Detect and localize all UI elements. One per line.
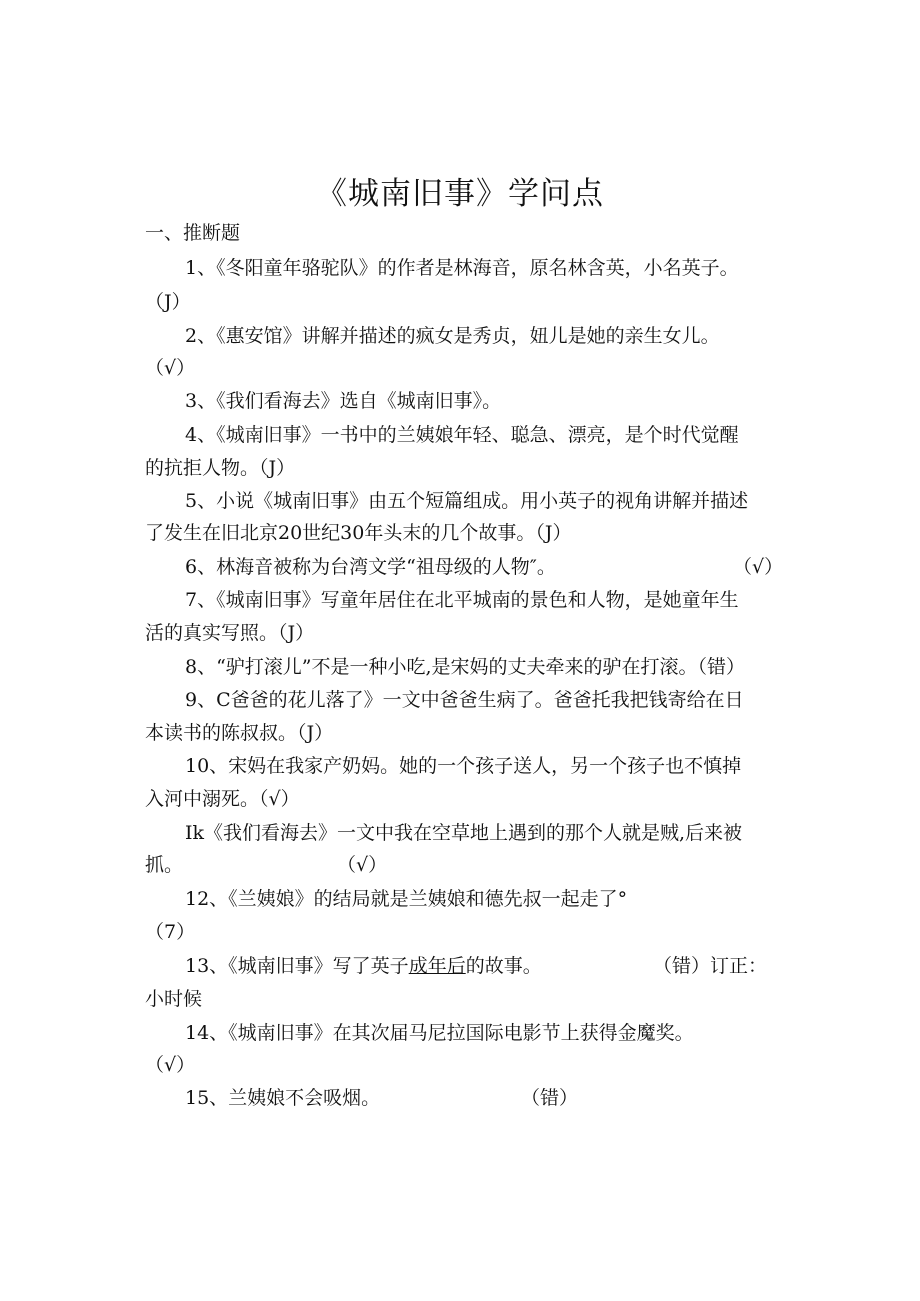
question-11-mark: （√） [337,854,388,876]
question-5-line-2: 了发生在旧北京20世纪30年头末的几个故事。（J） [145,522,572,544]
question-12-line-2: （7） [145,921,196,943]
question-4-line-1: 4、《城南旧事》一书中的兰姨娘年轻、聪急、漂亮，是个时代觉醒 [185,424,739,446]
question-4-line-2: 的抗拒人物。（J） [145,457,296,479]
question-1-line-1: 1、《冬阳童年骆驼队》的作者是林海音，原名林含英，小名英子。 [185,257,739,279]
question-6-mark: （√） [733,556,784,578]
question-13-line-2: 小时候 [145,988,203,1010]
question-11-line-2: 抓。 [145,854,184,876]
question-8-line-1: 8、“驴打滚儿”不是一种小吃,是宋妈的丈夫牵来的驴在打滚。（错） [185,656,746,678]
question-9-line-1: 9、C爸爸的花儿落了》一文中爸爸生病了。爸爸托我把钱寄给在日 [185,689,744,711]
question-12-line-1: 12、《兰姨娘》的结局就是兰姨娘和德先叔一起走了° [185,888,628,910]
question-14-line-1: 14、《城南旧事》在其次届马尼拉国际电影节上获得金魔奖。 [185,1022,694,1044]
question-9-line-2: 本读书的陈叔叔。（J） [145,722,334,744]
question-7-line-2: 活的真实写照。（J） [145,622,315,644]
question-5-line-1: 5、小说《城南旧事》由五个短篇组成。用小英子的视角讲解并描述 [185,490,749,512]
page-title: 《城南旧事》学问点 [316,176,604,212]
question-13-text-post: 的故事。 [465,955,542,977]
question-15-mark: （错） [521,1087,579,1109]
question-14-line-2: （√） [145,1054,196,1076]
question-11-line-1: Ik《我们看海去》一文中我在空草地上遇到的那个人就是贼,后来被 [185,822,743,844]
question-13-mark: （错）订正： [653,955,768,977]
question-13-text-pre: 13、《城南旧事》写了英子 [185,955,409,977]
question-13-underlined: 成年后 [408,955,466,977]
question-6-text: 6、林海音被称为台湾文学“祖母级的人物″。 [185,556,556,578]
question-10-line-1: 10、宋妈在我家产奶妈。她的一个孩子送人，另一个孩子也不慎掉 [185,755,742,777]
section-heading: 一、推断题 [145,222,241,244]
question-13-line-1 [185,951,542,978]
question-2-line-2: （√） [145,357,196,379]
question-3-line-1: 3、《我们看海去》选自《城南旧事》。 [185,390,502,412]
question-1-line-2: （J） [145,291,191,313]
question-7-line-1: 7、《城南旧事》写童年居住在北平城南的景色和人物，是她童年生 [185,589,739,611]
question-15-text: 15、兰姨娘不会吸烟。 [185,1087,381,1109]
question-10-line-2: 入河中溺死。（√） [145,788,300,810]
question-2-line-1: 2、《惠安馆》讲解并描述的疯女是秀贞，妞儿是她的亲生女儿。 [185,325,720,347]
